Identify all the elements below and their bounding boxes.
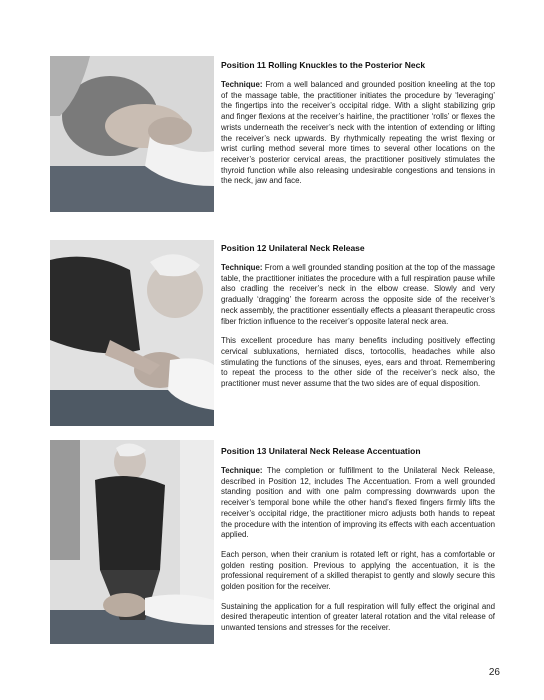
position-13-paragraph-3: Sustaining the application for a full respiration will fully effect the original and desired therapeutic intention of greater lateral rotation and the vital release of unwanted tensions and stresses for the receiver. (221, 601, 495, 633)
position-11-technique (221, 80, 495, 187)
technique-text: From a well grounded standing position at the top of the massage table, the practitioner initiates the procedure with a full respiration pause while also cradling the receiver’s neck in the elbow crease. Slowly and very gradually ‘dragging’ the forearm across the opposite side of the receiver’s neck assembly, the practitioner essentially effects a pleasant therapeutic cross fiber friction influence to the receiver’s opposite lateral neck area. (221, 263, 495, 326)
position-12-technique (221, 263, 495, 327)
position-12-section (221, 243, 495, 399)
position-12-title: Position 12 Unilateral Neck Release (221, 243, 365, 253)
position-11-section (221, 60, 495, 196)
technique-label: Technique: (221, 263, 263, 272)
page-number: 26 (488, 667, 500, 678)
technique-text: The completion or fulfillment to the Unilateral Neck Release, described in Position 12, includes The Accentuation. From a well grounded standing position and with one palm compressing downwards upon the receiver’s temporal bone while the other hand’s flexed fingers firmly lifts the receiver’s occipital ridge, the practitioner micro adjusts both hands to repeat the procedure with the intention of improving its effects with each accentuation applied. (221, 466, 495, 540)
photo-position-12 (50, 240, 214, 426)
technique-label: Technique: (221, 466, 263, 475)
position-13-title: Position 13 Unilateral Neck Release Accentuation (221, 446, 421, 456)
photo-position-11 (50, 56, 214, 212)
technique-label: Technique: (221, 80, 263, 89)
position-13-technique (221, 466, 495, 541)
position-13-paragraph-2: Each person, when their cranium is rotated left or right, has a comfortable or golden resting position. Previous to applying the accentuation, it is the professional requirement of a skilled therapist to gently and slowly secure this golden position for the receiver. (221, 549, 495, 592)
position-12-paragraph-2: This excellent procedure has many benefits including positively effecting cervical subluxations, herniated discs, tortocollis, headaches while also stimulating the functions of the sinuses, eyes, ears and throat. Remembering to repeat the process to the other side of the receiver’s neck also, the practitioner must never assume that the two sides are of equal disposition. (221, 336, 495, 389)
position-13-section (221, 446, 495, 643)
photo-position-13 (50, 440, 214, 644)
technique-text: From a well balanced and grounded position kneeling at the top of the massage table, the practitioner initiates the procedure by ‘leveraging’ the fingertips into the receiver’s occipital ridge. With a slight stabilizing grip and finger flexions at the receiver’s hairline, the practitioner ‘rolls’ or flexes the wrists underneath the receiver’s neck with the intention of extending or lifting the receiver’s neck upwards. By rhythmically repeating the wrist flexing or wrist curling method several more times to several other locations on the receiver’s posterior cervical areas, the practitioner positively stimulates the thyroid function while also releasing undesirable congestions and tensions in the neck, jaw and face. (221, 80, 495, 186)
position-11-title: Position 11 Rolling Knuckles to the Posterior Neck (221, 60, 426, 70)
